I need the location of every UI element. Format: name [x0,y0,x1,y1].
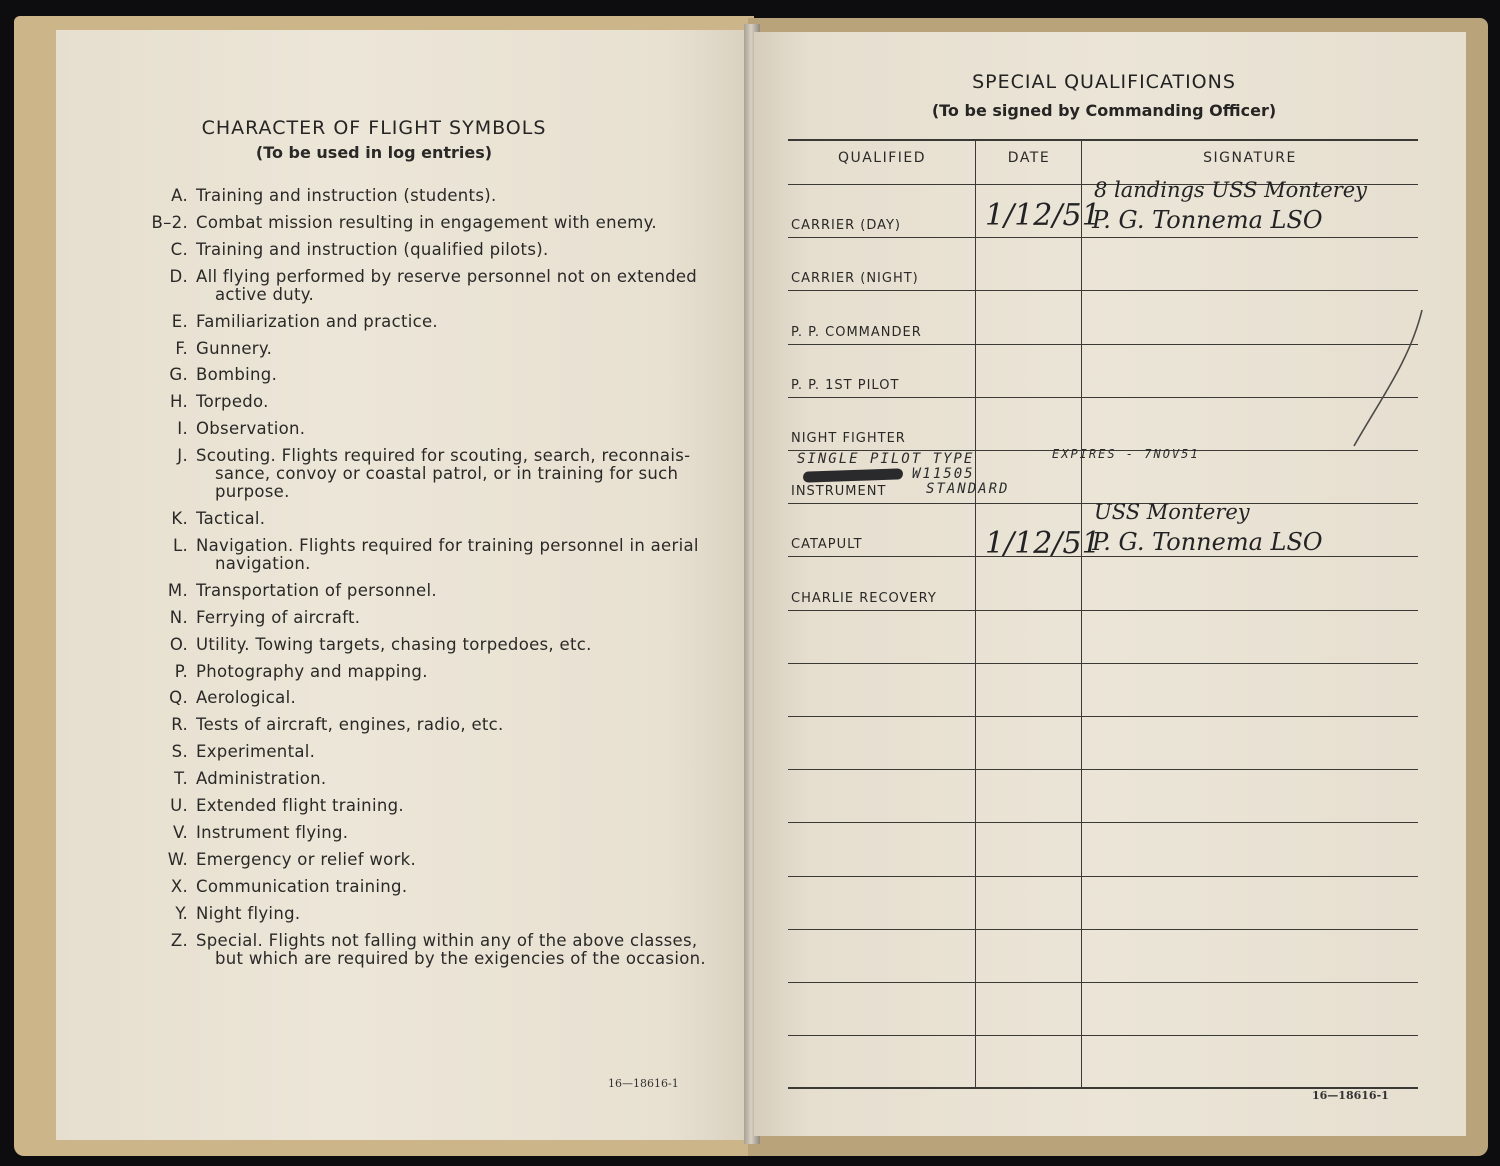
table-row-rule [788,556,1418,557]
flight-symbol-description: Training and instruction (students). [196,186,497,205]
catapult-signature-note: USS Monterey [1094,500,1250,524]
flight-symbol-description: Ferrying of aircraft. [196,607,361,627]
qualification-label: CARRIER (NIGHT) [791,271,919,287]
instrument-standard-annotation: STANDARD [926,481,1010,497]
flight-symbol-description: Administration. [196,769,327,789]
flight-symbol-description: Familiarization and practice. [196,311,438,331]
flight-symbol-code: R. [171,715,188,735]
flight-symbol-code: C. [170,239,188,259]
flight-symbol-code: O. [169,634,188,654]
flight-symbol-description: Experimental. [196,742,316,762]
table-row-rule [788,237,1418,238]
qualification-label: P. P. COMMANDER [791,324,922,340]
catapult-date: 1/12/51 [985,526,1101,561]
flight-symbol-code: B–2. [151,212,188,232]
table-top-rule [788,139,1418,141]
flight-symbol-description: Emergency or relief work. [196,849,417,869]
flight-symbol-code: S. [171,742,188,762]
flight-symbol-description: Combat mission resulting in engagement with enemy. [196,212,657,232]
flight-symbol-code: K. [171,509,188,528]
flight-symbol-code: F. [175,338,188,358]
instrument-type-annotation: SINGLE PILOT TYPE [797,451,975,467]
carrier-day-date: 1/12/51 [985,198,1101,233]
table-row-rule [788,344,1418,345]
right-page-title: SPECIAL QUALIFICATIONS [972,71,1236,93]
instrument-number-annotation: W11505 [912,466,975,482]
qualification-label: NIGHT FIGHTER [791,431,906,446]
flight-symbol-description: purpose. [215,482,290,502]
left-page-subtitle: (To be used in log entries) [255,143,493,162]
pencil-mark [1340,300,1440,450]
flight-symbol-code: P. [174,661,188,681]
flight-symbol-description: Tactical. [196,509,266,528]
table-row-rule [788,290,1418,291]
table-row-rule [788,663,1418,664]
table-row-rule [788,769,1418,770]
flight-symbol-description: Tests of aircraft, engines, radio, etc. [196,715,504,735]
flight-symbol-code: W. [167,849,188,869]
table-row-rule [788,610,1418,611]
table-column-rule [975,139,976,1087]
flight-symbol-code: H. [170,392,188,412]
flight-symbol-description: Transportation of personnel. [196,580,437,600]
left-form-number: 16—18616-1 [608,1077,679,1090]
catapult-signature: P. G. Tonnema LSO [1092,528,1323,556]
table-row-rule [788,982,1418,983]
qualification-label: CHARLIE RECOVERY [791,590,937,606]
flight-symbol-description: Utility. Towing targets, chasing torpedoes, etc. [196,634,592,654]
flight-symbol-description: sance, convoy or coastal patrol, or in training for such [215,464,679,484]
column-header-signature: SIGNATURE [1203,150,1297,166]
flight-symbol-code: V. [172,822,188,842]
qualification-label: P. P. 1ST PILOT [791,377,900,393]
flight-symbol-description: Gunnery. [196,338,273,358]
flight-symbol-description: Torpedo. [196,392,269,412]
right-form-number: 16—18616-1 [1312,1089,1389,1102]
qualification-label: CATAPULT [791,537,863,553]
flight-symbol-code: Y. [175,903,188,923]
flight-symbol-code: G. [169,365,188,385]
carrier-day-signature-note: 8 landings USS Monterey [1094,178,1368,202]
flight-symbol-description: Night flying. [196,903,301,923]
flight-symbol-code: E. [171,311,188,331]
flight-symbol-code: U. [170,796,188,815]
carrier-day-signature: P. G. Tonnema LSO [1092,206,1323,234]
flight-symbol-description: active duty. [215,284,315,304]
flight-symbol-code: I. [177,419,188,439]
qualification-label: INSTRUMENT [791,484,887,500]
flight-symbol-code: Q. [169,688,188,708]
flight-symbol-description: Aerological. [196,688,297,708]
flight-symbol-description: Photography and mapping. [196,661,428,681]
flight-symbol-code: Z. [170,930,188,950]
flight-symbol-code: N. [169,607,188,627]
flight-symbol-description: Training and instruction (qualified pilots). [196,239,549,259]
flight-symbol-code: D. [169,266,188,286]
flight-symbol-description: Observation. [196,419,306,439]
flight-symbol-description: Instrument flying. [196,822,349,842]
flight-symbol-code: M. [167,580,188,600]
table-row-rule [788,876,1418,877]
table-row-rule [788,822,1418,823]
column-header-date: DATE [1007,150,1051,166]
flight-symbol-description: Navigation. Flights required for training personnel in aerial [196,535,699,555]
flight-symbol-code: X. [170,876,188,896]
table-row-rule [788,1035,1418,1036]
flight-symbol-description: Special. Flights not falling within any of the above classes, [196,930,698,950]
flight-symbol-description: All flying performed by reserve personnel not on extended [196,266,698,286]
flight-symbol-description: Bombing. [196,365,278,385]
flight-symbol-code: T. [174,769,188,789]
flight-symbol-code: J. [177,446,188,466]
table-row-rule [788,397,1418,398]
right-page-subtitle: (To be signed by Commanding Officer) [931,101,1277,120]
flight-symbol-description: Extended flight training. [196,796,404,815]
table-row-rule [788,716,1418,717]
flight-symbol-code: L. [172,535,188,555]
table-column-rule [1081,139,1082,1087]
flight-symbol-description: but which are required by the exigencies of the occasion. [215,948,706,968]
left-page-title: CHARACTER OF FLIGHT SYMBOLS [201,117,547,139]
flight-symbol-code: A. [171,186,188,205]
column-header-qualified: QUALIFIED [837,150,927,166]
table-row-rule [788,929,1418,930]
qualification-label: CARRIER (DAY) [791,218,901,234]
flight-symbol-description: navigation. [215,553,311,573]
instrument-expiry-annotation: EXPIRES - 7NOV51 [1052,447,1200,461]
flight-symbol-description: Communication training. [196,876,408,896]
flight-symbol-description: Scouting. Flights required for scouting, search, reconnais- [196,446,691,466]
